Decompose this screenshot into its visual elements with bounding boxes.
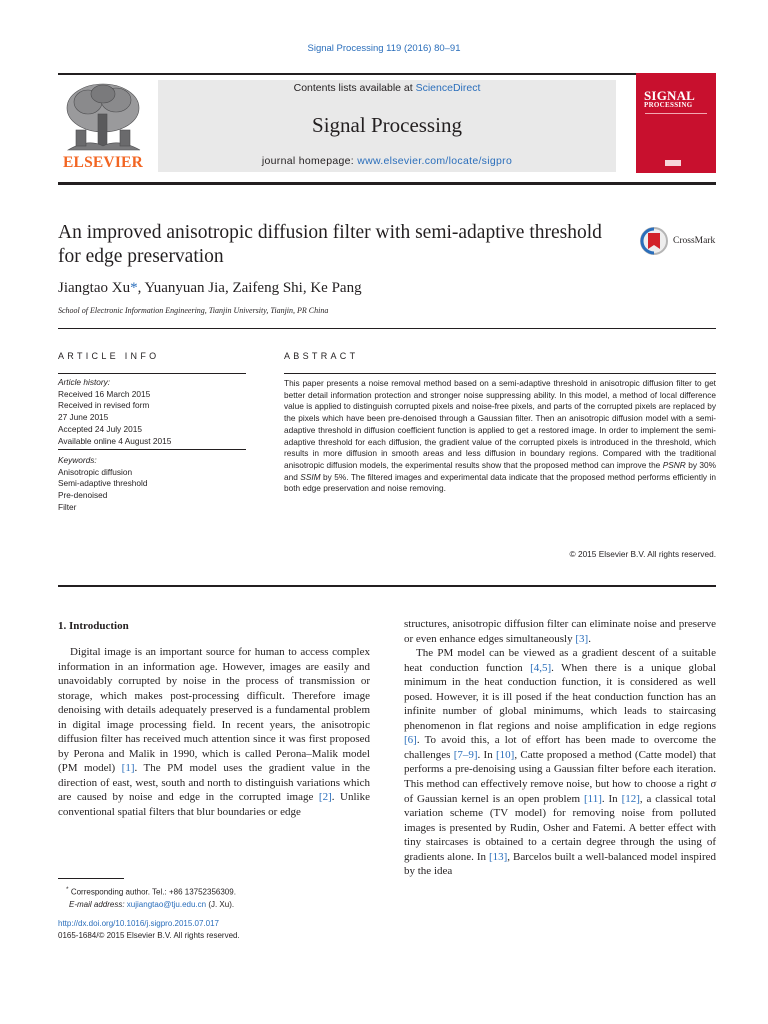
sigma-symbol: σ [710, 778, 716, 791]
body-text: , Catte proposed a method (Catte model) that performs a pre-denoising using a Gaussian filter before each iteration. This method can effectively remove noise, but how to choose a right [404, 748, 716, 791]
history-entry: 27 June 2015 [58, 412, 109, 423]
article-info-rule [58, 373, 246, 374]
journal-title: Signal Processing [312, 113, 462, 137]
sciencedirect-link[interactable]: ScienceDirect [415, 82, 481, 94]
title-bottom-rule [58, 328, 716, 329]
citation-link[interactable]: [3] [575, 632, 589, 645]
author-name[interactable]: Ke Pang [310, 280, 362, 296]
citation-link[interactable]: [7–9] [453, 748, 478, 761]
contents-prefix: Contents lists available at [293, 82, 416, 94]
abstract-rule [284, 373, 716, 374]
body-text: of Gaussian kernel is an open problem [404, 792, 584, 805]
author-name[interactable]: Jiangtao Xu [58, 280, 131, 296]
footnote-rule [58, 878, 124, 879]
email-suffix: (J. Xu). [206, 899, 235, 909]
body-column-right [404, 617, 716, 879]
abstract-ssim: SSIM [300, 471, 321, 482]
abstract-text: by 5%. The filtered images and experimental data indicate that the proposed method performs efficiently in both edge preservation and noise removing. [284, 471, 716, 494]
header-bottom-rule [58, 182, 716, 185]
homepage-link[interactable]: www.elsevier.com/locate/sigpro [357, 155, 513, 167]
footnote-text: Corresponding author. Tel.: +86 13752356309. [68, 887, 236, 897]
keyword: Anisotropic diffusion [58, 466, 133, 477]
body-text: , a classical total variation scheme (TV model) for removing noise from polluted images is presented by Rudin, Osher and Fatemi. A better effect with tiny staircases is obtained to a certain degree through the using of gradients alone. In [404, 792, 716, 863]
citation-link[interactable]: [1] [121, 762, 135, 775]
body-text: , Barcelos built a well-balanced model inspired by the idea [404, 850, 717, 878]
crossmark-icon [638, 226, 670, 256]
corresponding-author-mark[interactable]: * [130, 280, 138, 296]
journal-homepage [158, 155, 616, 167]
author-affiliation: School of Electronic Information Engineering, Tianjin University, Tianjin, PR China [58, 306, 329, 315]
body-text: . Unlike conventional spatial filters that blur boundaries or edge [58, 791, 370, 819]
abstract-text: This paper presents a noise removal method based on a semi-adaptive threshold in anisotropic diffusion filter to get better detail information protection and stronger noise suppressing ability. In this model, a method of local difference value is applied to distinguish corrupted pixels and noise-free pixels, and parts of the corrupted pixels are replaced by the pixels which have been pre-denoised through a Gaussian filter. Then an anisotropic diffusion model with a semi-adaptive threshold in diffusion coefficient function is applied to get a restored image. In order to implement the semi-adaptive threshold for each diffusion, the gradient value of the corrupted pixels is introduced in the threshold, which results in more diffusion in smooth areas and less diffusion in boundary regions. Compared with the traditional anisotropic diffusion models, the experimental results show that the proposed method can improve the [284, 378, 716, 470]
section-heading-introduction: 1. Introduction [58, 620, 129, 632]
doi-link[interactable]: http://dx.doi.org/10.1016/j.sigpro.2015.07.017 [58, 919, 220, 928]
abstract-copyright: © 2015 Elsevier B.V. All rights reserved. [569, 549, 716, 559]
body-text: . The PM model uses the gradient value in the direction of east, west, south and north to distinguish variations which are caused by noise and edge in the corrupted image [58, 762, 370, 804]
cover-publisher-mark [665, 160, 681, 166]
elsevier-wordmark: ELSEVIER [63, 154, 143, 171]
author-name[interactable]: Zaifeng Shi [232, 280, 303, 296]
cover-title-line1: SIGNAL [644, 88, 696, 103]
citation-link[interactable]: [12] [621, 792, 640, 805]
history-entry: Accepted 24 July 2015 [58, 423, 142, 434]
keywords-block [58, 455, 246, 514]
history-entry: Available online 4 August 2015 [58, 435, 172, 446]
keyword: Pre-denoised [58, 490, 108, 501]
keyword: Semi-adaptive threshold [58, 478, 148, 489]
keywords-rule [58, 449, 246, 450]
abstract-psnr: PSNR [662, 459, 686, 470]
author-name[interactable]: Yuanyuan Jia [144, 280, 225, 296]
cover-divider [645, 113, 707, 114]
journal-citation[interactable]: Signal Processing 119 (2016) 80–91 [307, 43, 461, 54]
body-text: . When there is a unique global minimum in the heat conduction function, it is considered as well posed. However, it is ill posed if the heat conduction function has an infinite number of global minimums, which leads to staircasing phenomenon in flat regions and noise amplification in edge regions [404, 661, 716, 732]
article-info-heading: ARTICLE INFO [58, 351, 160, 361]
citation-link[interactable]: [11] [583, 792, 602, 805]
keyword: Filter [58, 501, 77, 512]
front-matter-bottom-rule [58, 585, 716, 587]
article-title: An improved anisotropic diffusion filter with semi-adaptive threshold for edge preservation [58, 222, 602, 267]
article-history [58, 377, 246, 447]
citation-link[interactable]: [10] [496, 748, 515, 761]
body-text: structures, anisotropic diffusion filter can eliminate noise and preserve or even enhance edges simultaneously [404, 618, 716, 645]
abstract-body [284, 378, 716, 495]
abstract-text: by 30% and [284, 459, 716, 482]
contents-line [158, 82, 616, 94]
elsevier-tree-logo [58, 80, 148, 155]
citation-link[interactable]: [13] [488, 850, 508, 863]
citation-link[interactable]: [6] [404, 734, 417, 747]
body-text: . [588, 632, 591, 645]
history-entry: Received 16 March 2015 [58, 388, 151, 399]
citation-link[interactable]: [2] [318, 791, 332, 804]
crossmark-label: CrossMark [673, 236, 716, 246]
body-column-left [58, 645, 370, 820]
author-list: Jiangtao Xu*, Yuanyuan Jia, Zaifeng Shi, Ke Pang [58, 280, 362, 296]
body-text: . In [601, 792, 622, 805]
crossmark-badge[interactable] [638, 226, 715, 256]
corresponding-author-footnote [58, 884, 236, 911]
homepage-prefix: journal homepage: [261, 155, 358, 167]
email-label: E-mail address: [69, 899, 127, 909]
article-history-label: Article history: [58, 377, 111, 387]
abstract-heading: ABSTRACT [284, 351, 359, 361]
header-top-rule [58, 73, 716, 75]
history-entry: Received in revised form [58, 400, 150, 411]
body-text: . To avoid this, a lot of effort has been made to overcome the challenges [404, 734, 716, 761]
email-link[interactable]: xujiangtao@tju.edu.cn [126, 899, 207, 909]
body-text: Digital image is an important source for human to access complex information in an information age. However, images are easily and unavoidably corrupted by noise in the process of transmission or storage, which makes post-processing difficult. Therefore image denoising with details adequately preserved is a fundamental problem in digital image processing field. In recent years, the anisotropic diffusion filter has received much attention since it was first proposed by Perona and Malik in 1990, which is called Perona–Malik model (PM model) [58, 646, 370, 775]
cover-title-line2: PROCESSING [644, 101, 693, 109]
body-text: The PM model can be viewed as a gradient descent of a suitable heat conduction function [404, 647, 716, 674]
issn-copyright: 0165-1684/© 2015 Elsevier B.V. All rights reserved. [58, 931, 240, 940]
footnote-mark: * [66, 886, 69, 893]
keywords-label: Keywords: [58, 455, 97, 465]
citation-link[interactable]: [4,5] [530, 661, 552, 674]
body-text: . In [477, 748, 497, 761]
